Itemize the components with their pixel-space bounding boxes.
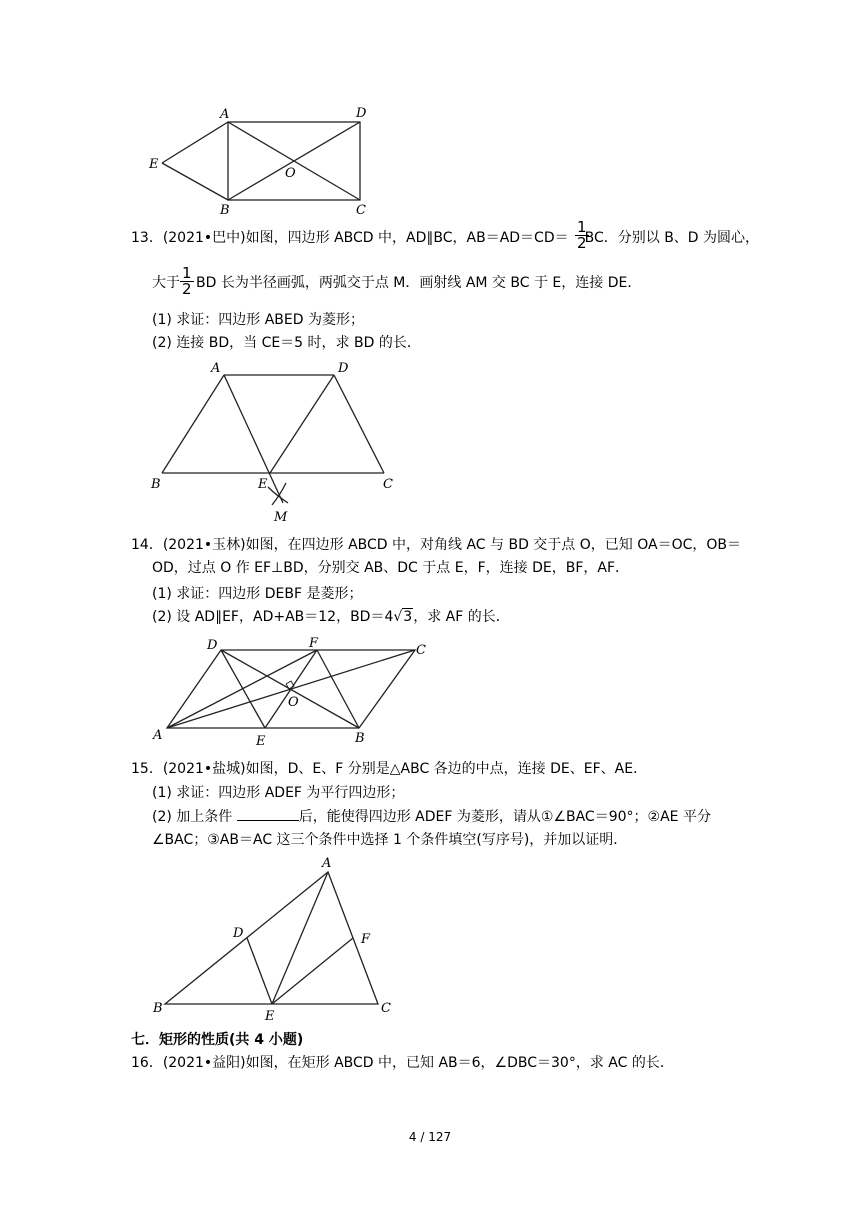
fig13-label-e: E: [258, 477, 268, 492]
fig14-segment-ef: [265, 650, 317, 728]
fig15-label-d: D: [233, 926, 244, 941]
q13-fraction2-den: 2: [182, 280, 192, 298]
q15-line1: 15．(2021•盐城)如图，D、E、F 分别是△ABC 各边的中点，连接 DE、EF、AE．: [131, 761, 648, 777]
q16-line1: 16．(2021•益阳)如图，在矩形 ABCD 中，已知 AB＝6，∠DBC＝30°，求 AC 的长．: [131, 1055, 674, 1071]
fig14-label-o: O: [288, 695, 299, 710]
q13-fraction-den: 2: [577, 234, 587, 252]
fig12-label-o: O: [285, 166, 296, 181]
fig13-arc-1: [268, 487, 288, 503]
q15-part2-post: 后，能使得四边形 ADEF 为菱形，请从①∠BAC＝90°；②AE 平分: [298, 809, 711, 825]
fig14-label-e: E: [256, 734, 266, 749]
fig12-label-d: D: [356, 106, 367, 121]
fig15-triangle-abc: [165, 872, 378, 1004]
q15-part2-line2: ∠BAC；③AB＝AC 这三个条件中选择 1 个条件填空(写序号)，并加以证明．: [152, 832, 628, 848]
fig13-label-a: A: [211, 361, 221, 376]
figure-q14: [145, 630, 435, 750]
fig13-label-m: M: [274, 510, 288, 525]
q13-line2-pre: 大于: [152, 275, 180, 291]
q13-fraction-num: 1: [577, 218, 587, 236]
q13-line1-pre: 13．(2021•巴中)如图，四边形 ABCD 中，AD∥BC，AB＝AD＝CD＝: [131, 230, 569, 246]
fig12-label-c: C: [356, 203, 366, 218]
q14-line1: 14．(2021•玉林)如图，在四边形 ABCD 中，对角线 AC 与 BD 交于点 O，已知 OA＝OC，OB＝: [131, 537, 741, 553]
figure-q13: [140, 355, 410, 525]
fig13-segment-de: [270, 375, 334, 473]
fig15-segment-de: [247, 938, 272, 1004]
fig14-label-d: D: [207, 638, 218, 653]
fig15-segment-ef: [272, 938, 353, 1004]
fig15-label-a: A: [322, 856, 332, 871]
q13-line1-post: BC．分别以 B、D 为圆心，: [584, 230, 760, 246]
q13-part1: (1) 求证：四边形 ABED 为菱形；: [152, 312, 364, 328]
q14-part2: [152, 607, 510, 627]
q14-part2-pre: (2) 设 AD∥EF，AD+AB＝12，BD＝4: [152, 609, 394, 625]
fig15-label-c: C: [381, 1001, 391, 1016]
figure-q15: [145, 852, 405, 1024]
fig12-label-a: A: [220, 107, 230, 122]
q14-part2-post: ，求 AF 的长．: [413, 609, 510, 625]
fig12-side-ea: [162, 122, 228, 163]
page-number: 4 / 127: [408, 1130, 452, 1144]
fig15-label-f: F: [361, 932, 371, 947]
fig14-label-b: B: [355, 731, 365, 746]
fig12-side-eb: [162, 163, 228, 200]
q14-line2: OD，过点 O 作 EF⊥BD，分别交 AB、DC 于点 E，F，连接 DE，BF，AF．: [152, 560, 629, 576]
q14-sqrt: [393, 608, 413, 625]
q15-part2: [152, 806, 711, 827]
q15-answer-blank[interactable]: [237, 806, 299, 821]
fig14-label-a: A: [153, 728, 163, 743]
fig15-label-e: E: [265, 1009, 275, 1024]
q13-line2: [152, 273, 641, 293]
fig12-label-b: B: [220, 203, 230, 218]
q13-line2-post: BD 长为半径画弧，两弧交于点 M．画射线 AM 交 BC 于 E，连接 DE．: [196, 275, 642, 291]
fig15-label-b: B: [153, 1001, 163, 1016]
fig15-segment-ae: [272, 872, 328, 1004]
q14-sqrt-radicand: 3: [403, 609, 413, 625]
figure-q12: [140, 100, 380, 220]
sqrt-icon: √: [393, 609, 403, 625]
fig13-ray-am: [224, 375, 283, 503]
q13-fraction-half: [575, 220, 589, 251]
fig13-label-b: B: [151, 477, 161, 492]
fig13-side-dc: [334, 375, 384, 473]
fig14-label-c: C: [416, 643, 426, 658]
q13-fraction2-half: [180, 266, 194, 297]
q15-part1: (1) 求证：四边形 ADEF 为平行四边形；: [152, 785, 405, 801]
section-7-title: 七．矩形的性质(共 4 小题): [131, 1032, 304, 1048]
q13-part2: (2) 连接 BD，当 CE＝5 时，求 BD 的长．: [152, 335, 421, 351]
q13-fraction2-num: 1: [182, 264, 192, 282]
q15-part2-pre: (2) 加上条件: [152, 809, 233, 825]
fig14-label-f: F: [309, 636, 319, 651]
q13-line1: [131, 228, 759, 248]
fig13-label-d: D: [338, 361, 349, 376]
q14-part1: (1) 求证：四边形 DEBF 是菱形；: [152, 586, 363, 602]
fig13-side-ab: [162, 375, 224, 473]
fig13-label-c: C: [383, 477, 393, 492]
fig12-label-e: E: [149, 157, 159, 172]
